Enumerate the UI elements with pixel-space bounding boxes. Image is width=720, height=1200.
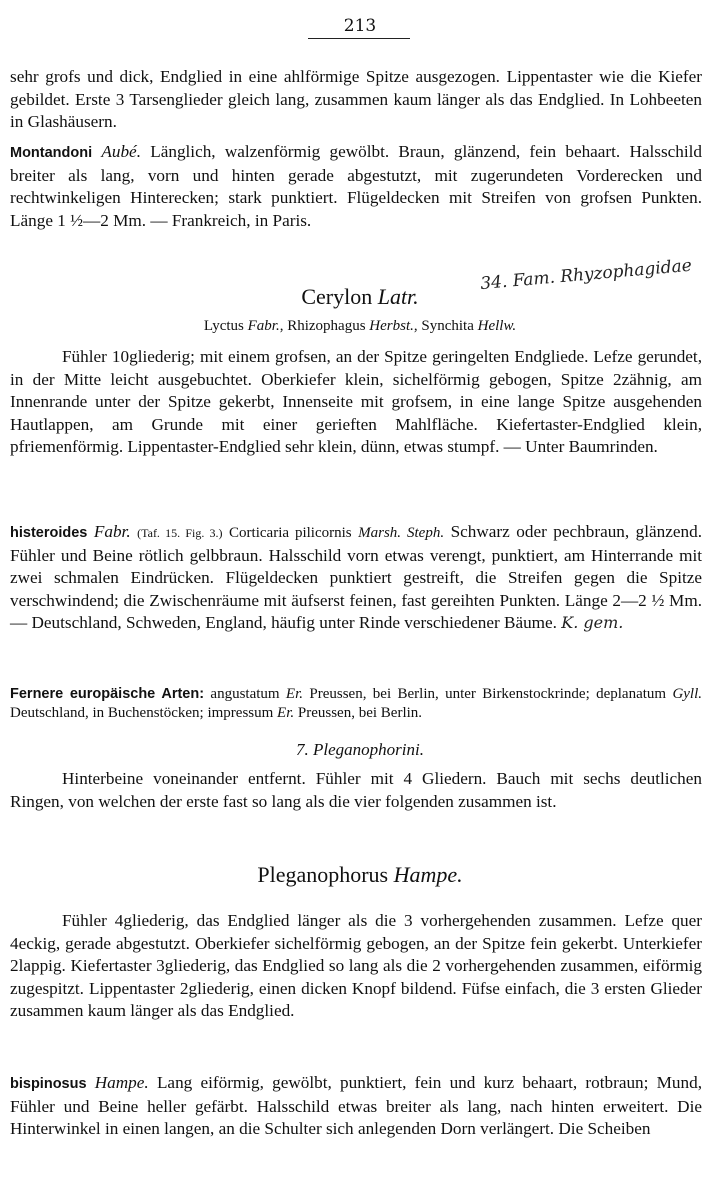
species-description: Länglich, walzenförmig gewölbt. Braun, glänzend, fein behaart. Halsschild breiter als lang, vorn und hinten gerade abgestutzt, mit zugerundeten Vorderecken und rechtwinkeligen Hinterecken; stark punktiert. Flügeldecken mit Streifen von grofsen Punkten. Länge 1 ½—2 Mm. — Frankreich, in Paris.: [10, 142, 702, 230]
genus-description-cerylon: [10, 346, 702, 459]
further-species-text: Preussen, bei Berlin.: [297, 705, 423, 721]
further-species: [10, 685, 702, 723]
species-name: bispinosus: [10, 1076, 87, 1092]
species-author: Fabr.: [93, 522, 131, 541]
tribe-description-text: Hinterbeine voneinander entfernt. Fühler mit 4 Gliedern. Bauch mit sechs deutlichen Ringen, von welchen der erste fast so lang als die vier folgenden zusammen ist.: [10, 769, 702, 811]
species-bispinosus: [10, 1072, 702, 1141]
synonym-name: Corticaria pilicornis: [229, 525, 352, 541]
synonym-author: Marsh. Steph.: [358, 525, 445, 541]
tribe-description: [10, 768, 702, 813]
species-description: Schwarz oder pechbraun, glänzend. Fühler und Beine rötlich gelbbraun. Halsschild vorn etwas verengt, punktiert, am Hinterrande mit zwei schmalen Eindrücken. Flügeldecken punktiert gestreift, die Streifen gegen die Spitze verschwindend; die Zwischenräume mit äufserst feinen, fast gereihten Punkten. Länge 2—2 ½ Mm. — Deutschland, Schweden, England, häufig unter Rinde verschiedener Bäume.: [10, 522, 703, 633]
further-species-author: Gyll.: [672, 686, 703, 702]
genus-name: Pleganophorus: [257, 862, 389, 887]
genus-synonyms: Lyctus Fabr., Rhizophagus Herbst., Synchita Hellw.: [203, 318, 517, 334]
genus-description-pleganophorus: [10, 910, 702, 1023]
synonym-author: Herbst.: [369, 318, 414, 334]
page-number: 213: [343, 16, 377, 36]
tribe-heading: 7. Pleganophorini.: [296, 740, 424, 759]
synonym-synchita: Synchita: [421, 318, 474, 334]
species-author: Aubé.: [101, 142, 141, 161]
species-name: Montandoni: [10, 145, 93, 161]
header-rule: [308, 38, 410, 39]
synonym-author: Hellw.: [477, 318, 517, 334]
synonym-rhizophagus: Rhizophagus: [287, 318, 366, 334]
genus-author: Latr.: [377, 284, 419, 309]
handwritten-annotation-note: K. gem.: [561, 613, 624, 633]
genus-heading-pleganophorus: [0, 862, 720, 888]
plate-reference: (Taf. 15. Fig. 3.): [137, 526, 223, 540]
synonym-author: Fabr.: [247, 318, 280, 334]
species-montandoni: [10, 141, 702, 232]
further-species-author: Er.: [277, 705, 295, 721]
further-species-author: Er.: [285, 686, 304, 702]
species-author: Hampe.: [94, 1073, 149, 1092]
genus-name: Cerylon: [301, 284, 373, 309]
genus-heading-cerylon: [0, 284, 720, 310]
genus-description: Fühler 10gliederig; mit einem grofsen, an der Spitze geringelten Endgliede. Lefze gerundet, in der Mitte leicht ausgebuchtet. Oberkiefer klein, sichelförmig gebogen, Spitze 2zähnig, am Innenrande unter der Spitze gekerbt, Innenseite mit grofsem, in eine lange Spitze ausgehenden Hautlappen, am Grunde mit einer gerieften Mahlfläche. Kiefertaster-Endglied klein, pfriemenförmig. Lippentaster-Endglied sehr klein, dünn, etwas stumpf. — Unter Baumrinden.: [10, 347, 702, 457]
further-species-label: Fernere europäische Arten:: [10, 686, 205, 702]
species-histeroides: [10, 521, 702, 635]
paragraph-text: sehr grofs und dick, Endglied in eine ahlförmige Spitze ausgezogen. Lippentaster wie die Kiefer gebildet. Erste 3 Tarsenglieder gleich lang, zusammen kaum länger als das Endglied. In Lohbeeten in Glashäusern.: [10, 67, 702, 132]
further-species-text: Deutschland, in Buchenstöcken; impressum: [10, 705, 274, 721]
genus-description: Fühler 4gliederig, das Endglied länger als die 3 vorhergehenden zusammen. Lefze quer 4eckig, gerade abgestutzt. Oberkiefer sichelförmig gebogen, an der Spitze fein gekerbt. Unterkiefer 2lappig. Kiefertaster 3gliederig, das Endglied so lang als die 2 vorhergehenden zusammen, eiförmig zugespitzt. Lippentaster 2gliederig, einen dicken Knopf bildend. Füfse einfach, die 3 ersten Glieder zusammen kaum länger als das Endglied.: [10, 911, 702, 1021]
paragraph-continuation: [10, 66, 702, 134]
further-species-text: angustatum: [210, 686, 280, 702]
genus-author: Hampe.: [393, 862, 463, 887]
species-description: Lang eiförmig, gewölbt, punktiert, fein und kurz behaart, rotbraun; Mund, Fühler und Beine heller gefärbt. Halsschild etwas breiter als lang, nach hinten erweitert. Die Hinterwinkel in einen langen, an die Schulter sich anlegenden Dorn verlängert. Die Scheiben: [10, 1073, 702, 1139]
synonym-lyctus: Lyctus: [203, 318, 244, 334]
handwritten-annotation-family: 34. Fam. Rhyzophagidae: [479, 255, 693, 295]
further-species-text: Preussen, bei Berlin, unter Birkenstockrinde; deplanatum: [309, 686, 667, 702]
species-name: histeroides: [10, 525, 88, 541]
